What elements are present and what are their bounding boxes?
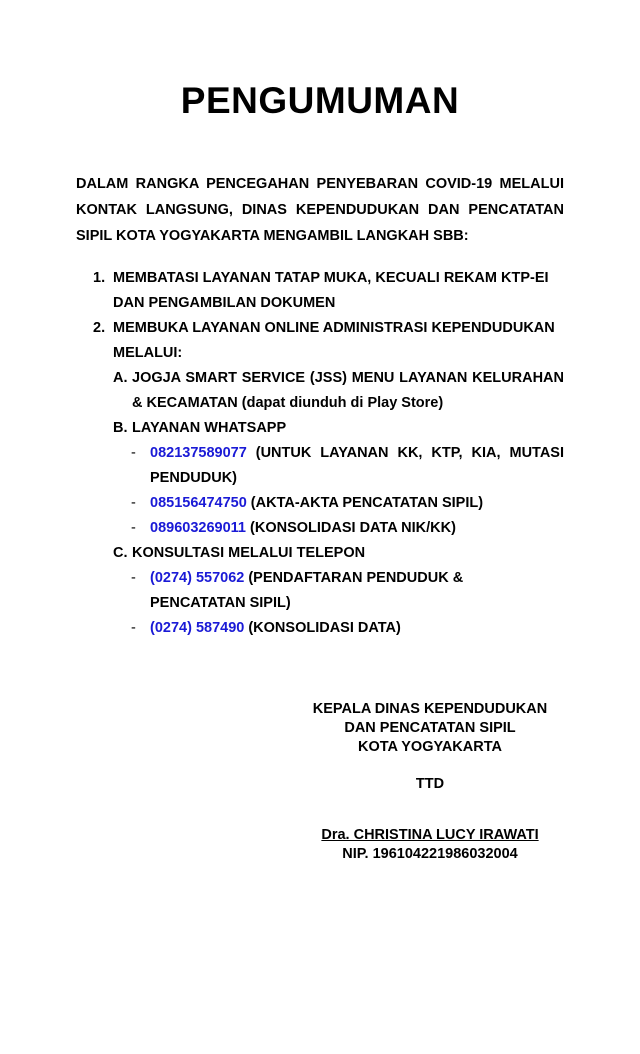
phone-number: 089603269011	[150, 520, 246, 536]
phone-number: 085156474750	[150, 495, 247, 511]
bullet-dash: -	[131, 570, 136, 586]
item-number: 1.	[93, 270, 106, 286]
signatory-line: KOTA YOGYAKARTA	[358, 739, 502, 755]
signatory-line: KEPALA DINAS KEPENDUDUKAN	[312, 701, 548, 717]
entry-description: (AKTA-AKTA PENCATATAN SIPIL)	[246, 495, 484, 511]
list-item	[76, 266, 564, 316]
measures-list	[76, 266, 564, 641]
item-text: MEMBATASI LAYANAN TATAP MUKA, KECUALI REKAM KTP-EI DAN PENGAMBILAN DOKUMEN	[113, 270, 549, 311]
sub-item-telephone	[76, 541, 564, 566]
bullet-dash: -	[131, 495, 136, 511]
item-text: MEMBUKA LAYANAN ONLINE ADMINISTRASI KEPENDUDUKAN MELALUI:	[113, 320, 555, 361]
whatsapp-entry	[76, 516, 564, 541]
entry-description: (PENDAFTARAN PENDUDUK & PENCATATAN SIPIL)	[150, 570, 464, 611]
entry-description: (KONSOLIDASI DATA)	[244, 620, 401, 636]
page-title: PENGUMUMAN	[180, 80, 460, 121]
signatory-title	[290, 700, 570, 757]
whatsapp-entry	[76, 441, 564, 491]
sub-item-letter: B.	[113, 420, 128, 436]
telephone-entry	[76, 616, 564, 641]
intro-paragraph: DALAM RANGKA PENCEGAHAN PENYEBARAN COVID-19 MELALUI KONTAK LANGSUNG, DINAS KEPENDUDUKAN DAN PENCATATAN SIPIL KOTA YOGYAKARTA MENGAMBIL LANGKAH SBB:	[76, 176, 564, 244]
sub-item-letter: A.	[113, 370, 128, 386]
sub-item-text: KONSULTASI MELALUI TELEPON	[132, 545, 366, 561]
sub-item-text: JOGJA SMART SERVICE (JSS) MENU LAYANAN KELURAHAN & KECAMATAN (dapat diunduh di Play Store)	[132, 370, 564, 411]
signer-block	[290, 826, 570, 864]
phone-number: (0274) 557062	[150, 570, 245, 586]
sub-item-whatsapp	[76, 416, 564, 441]
item-number: 2.	[93, 320, 106, 336]
entry-description: (UNTUK LAYANAN KK, KTP, KIA, MUTASI PENDUDUK)	[150, 445, 564, 486]
bullet-dash: -	[131, 620, 136, 636]
phone-number: (0274) 587490	[150, 620, 245, 636]
telephone-entry	[76, 566, 564, 616]
sub-item-text: LAYANAN WHATSAPP	[132, 420, 287, 436]
entry-description: (KONSOLIDASI DATA NIK/KK)	[245, 520, 456, 536]
sub-item-letter: C.	[113, 545, 128, 561]
bullet-dash: -	[131, 520, 136, 536]
signature-mark: TTD	[415, 776, 445, 792]
signer-nip: NIP. 196104221986032004	[342, 846, 518, 862]
sub-item-jss	[76, 366, 564, 416]
list-item	[76, 316, 564, 366]
bullet-dash: -	[131, 445, 136, 461]
signer-name: Dra. CHRISTINA LUCY IRAWATI	[321, 827, 539, 843]
signatory-line: DAN PENCATATAN SIPIL	[344, 720, 516, 736]
whatsapp-entry	[76, 491, 564, 516]
phone-number: 082137589077	[150, 445, 247, 461]
